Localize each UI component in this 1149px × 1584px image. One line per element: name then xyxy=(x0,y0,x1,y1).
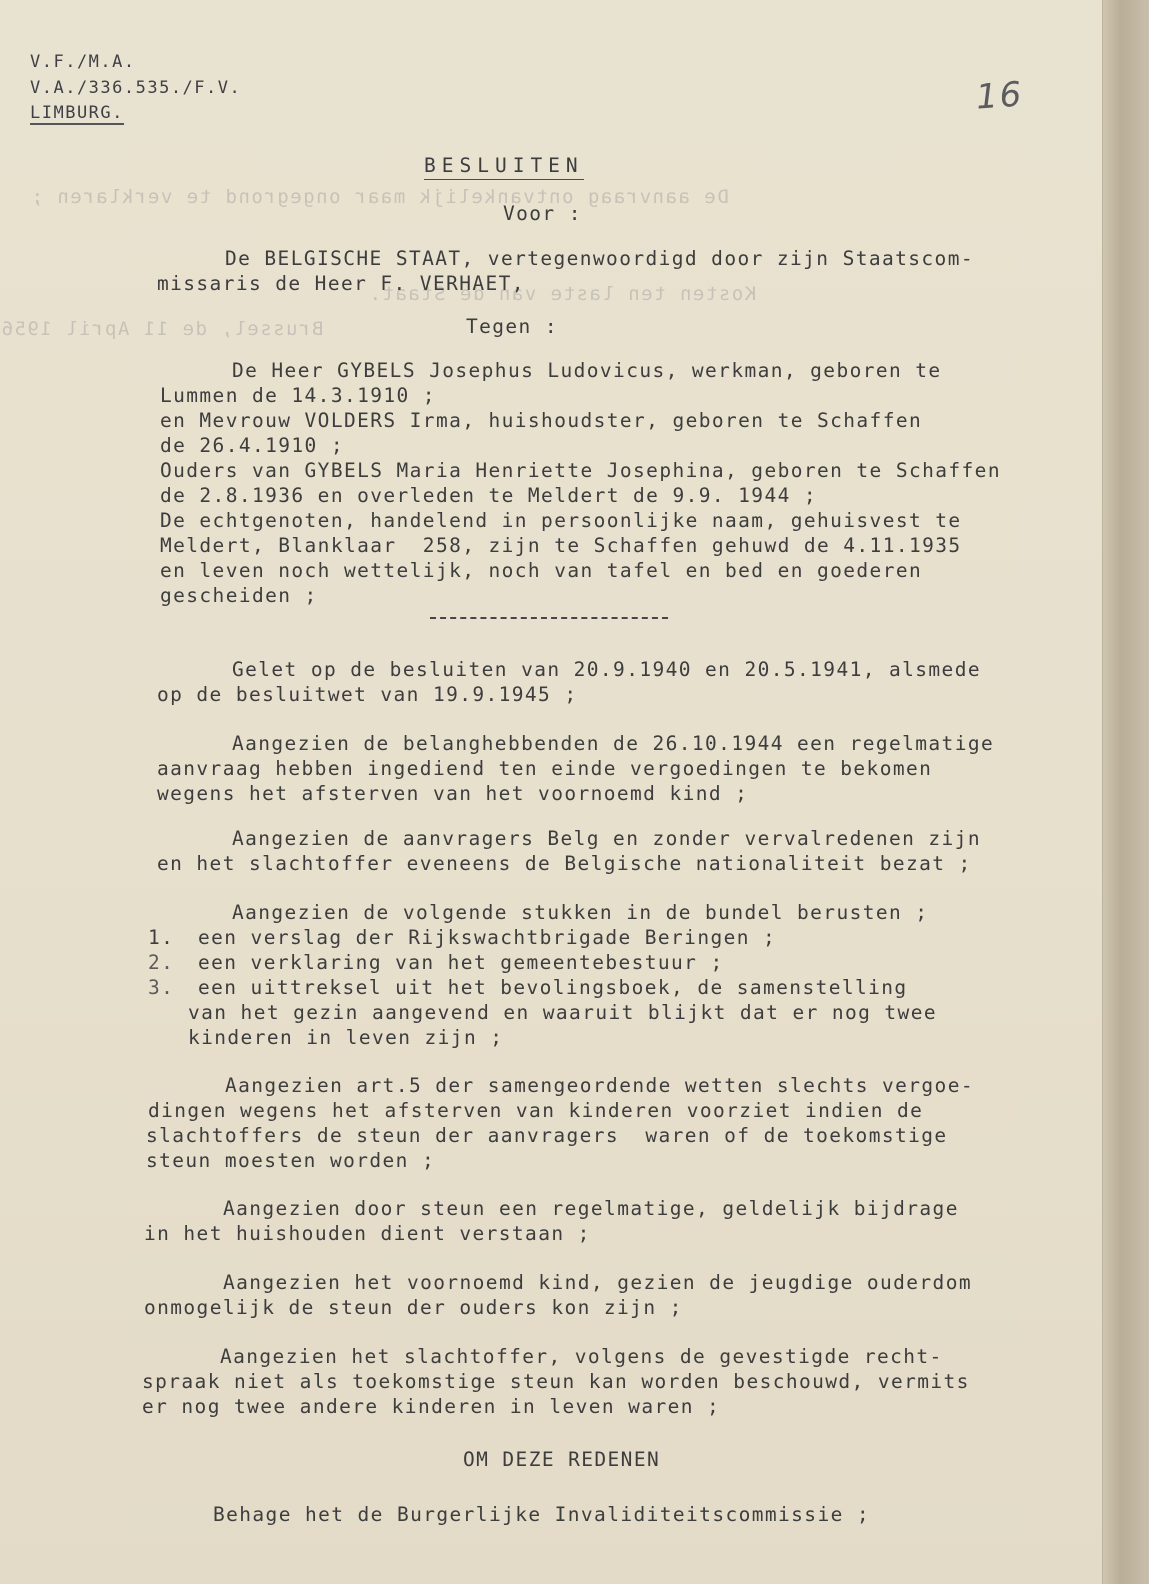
for-label: Voor : xyxy=(503,202,582,225)
party-text: Lummen de 14.3.1910 ; xyxy=(160,384,436,407)
party-text: Meldert, Blanklaar 258, zijn te Schaffen gehuwd de 4.11.1935 xyxy=(160,534,962,557)
party-text: en Mevrouw VOLDERS Irma, huishoudster, geboren te Schaffen xyxy=(160,409,923,432)
list-item-text: kinderen in leven zijn ; xyxy=(188,1026,504,1049)
reference-line-3 xyxy=(30,101,124,126)
show-through-line-1: De aanvraag ontvankelijk maar ongegrond te verklaren ; xyxy=(30,186,729,208)
consideration-line: slachtoffers de steun der aanvragers waren of de toekomstige xyxy=(146,1124,948,1147)
consideration-line: dingen wegens het afsterven van kinderen voorziet indien de xyxy=(148,1099,924,1122)
consideration-line: en het slachtoffer eveneens de Belgische nationaliteit bezat ; xyxy=(157,852,972,875)
party-text: en leven noch wettelijk, noch van tafel en bed en goederen xyxy=(160,559,923,582)
party-line-1: De BELGISCHE STAAT, vertegenwoordigd door zijn Staatscom- xyxy=(225,247,974,270)
consideration-line: in het huishouden dient verstaan ; xyxy=(144,1222,591,1245)
consideration-line: spraak niet als toekomstige steun kan worden beschouwd, vermits xyxy=(142,1370,970,1393)
consideration-line: Aangezien de belanghebbenden de 26.10.1944 een regelmatige xyxy=(232,732,995,755)
list-item-text: een verslag der Rijkswachtbrigade Beringen ; xyxy=(198,926,777,949)
document-title: BESLUITEN xyxy=(424,153,584,180)
consideration-line: onmogelijk de steun der ouders kon zijn ; xyxy=(144,1296,683,1319)
party-text: De echtgenoten, handelend in persoonlijke naam, gehuisvest te xyxy=(160,509,962,532)
list-number: 3. xyxy=(148,976,175,999)
party-text: gescheiden ; xyxy=(160,584,318,607)
consideration-line: aanvraag hebben ingediend ten einde vergoedingen te bekomen xyxy=(157,757,933,780)
against-label: Tegen : xyxy=(466,315,558,338)
party-text: De Heer GYBELS Josephus Ludovicus, werkman, geboren te xyxy=(232,359,942,382)
list-number: 2. xyxy=(148,951,175,974)
list-number: 1. xyxy=(148,926,175,949)
list-item-text: een uittreksel uit het bevolingsboek, de samenstelling xyxy=(198,976,908,999)
province-label: LIMBURG. xyxy=(30,103,124,123)
reference-line-1: V.F./M.A. xyxy=(30,52,136,72)
closing-line: Behage het de Burgerlijke Invaliditeitscommissie ; xyxy=(213,1503,870,1526)
show-through-line-2: Kosten ten laste van de Staat. xyxy=(368,283,757,305)
consideration-line: Aangezien art.5 der samengeordende wetten slechts vergoe- xyxy=(225,1074,974,1097)
show-through-line-3: Brussel, de 11 April 1956 xyxy=(0,318,324,340)
party-text: de 2.8.1936 en overleden te Meldert de 9.9. 1944 ; xyxy=(160,484,817,507)
consideration-line: Gelet op de besluiten van 20.9.1940 en 20.5.1941, alsmede xyxy=(232,658,981,681)
list-item-text: een verklaring van het gemeentebestuur ; xyxy=(198,951,724,974)
page-number: 16 xyxy=(974,74,1025,118)
consideration-line: Aangezien door steun een regelmatige, geldelijk bijdrage xyxy=(223,1197,959,1220)
reference-line-2: V.A./336.535./F.V. xyxy=(30,78,242,98)
consideration-line: wegens het afsterven van het voornoemd kind ; xyxy=(157,782,749,805)
consideration-line: Aangezien het slachtoffer, volgens de gevestigde recht- xyxy=(220,1345,943,1368)
reasons-heading: OM DEZE REDENEN xyxy=(463,1448,661,1471)
party-text: Ouders van GYBELS Maria Henriette Josephina, geboren te Schaffen xyxy=(160,459,1001,482)
consideration-line: Aangezien de volgende stukken in de bundel berusten ; xyxy=(232,901,929,924)
consideration-line: Aangezien het voornoemd kind, gezien de jeugdige ouderdom xyxy=(223,1271,972,1294)
consideration-line: Aangezien de aanvragers Belg en zonder vervalredenen zijn xyxy=(232,827,981,850)
list-item-text: van het gezin aangevend en waaruit blijkt dat er nog twee xyxy=(188,1001,937,1024)
consideration-line: steun moesten worden ; xyxy=(146,1149,436,1172)
party-text: de 26.4.1910 ; xyxy=(160,434,344,457)
binder-edge xyxy=(1102,0,1149,1584)
consideration-line: er nog twee andere kinderen in leven waren ; xyxy=(142,1395,721,1418)
party-line-2: missaris de Heer F. VERHAET, xyxy=(157,272,525,295)
consideration-line: op de besluitwet van 19.9.1945 ; xyxy=(157,683,578,706)
section-divider xyxy=(430,617,668,619)
